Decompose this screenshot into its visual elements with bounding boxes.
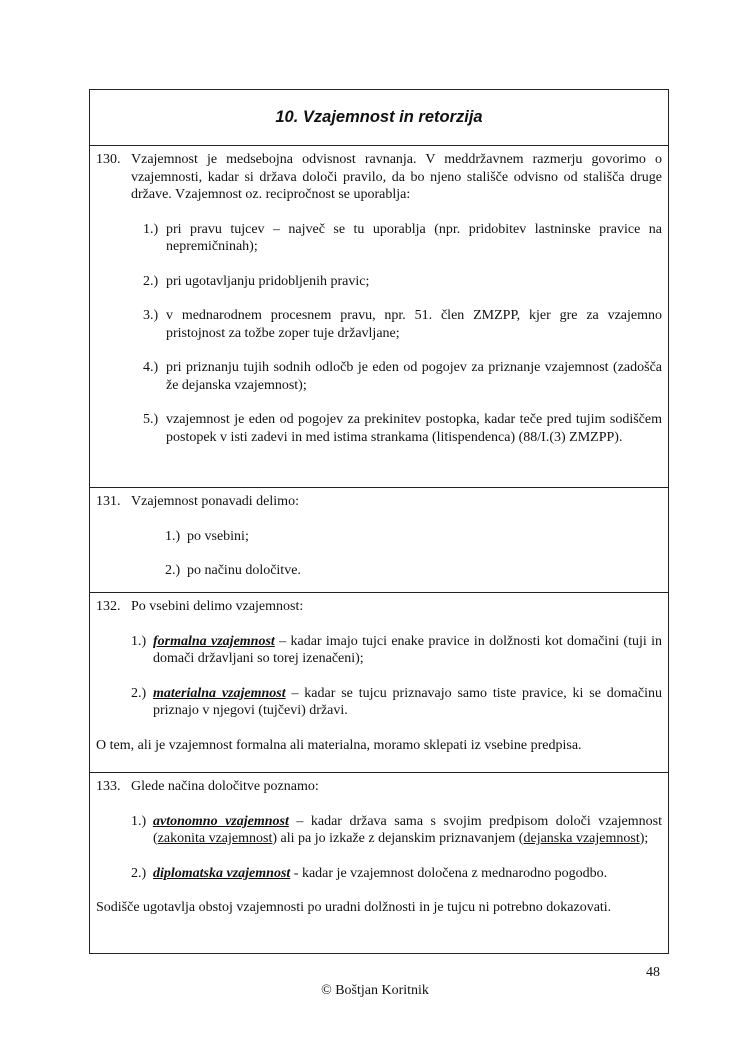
paragraph-text: Po vsebini delimo vzajemnost:: [131, 599, 304, 614]
page-number: 48: [646, 965, 660, 980]
section-133: [90, 773, 668, 953]
list-text: [153, 685, 662, 720]
paragraph-text: Glede načina določitve poznamo:: [131, 779, 319, 794]
paragraph-133: [96, 778, 662, 796]
list-item: [96, 221, 662, 256]
term-definition-cont: ) ali pa jo izkaže z dejanskim priznavanjem (: [272, 831, 524, 846]
term-definition: – kadar imajo tujci enake pravice in dolžnosti kot domačini (tuji in domači državljani so torej izenačeni);: [153, 633, 662, 666]
page-title: 10. Vzajemnost in retorzija: [275, 108, 483, 126]
list-item: [96, 528, 662, 546]
term-materialna-vzajemnost: materialna vzajemnost: [153, 685, 286, 701]
list-number: 2.): [143, 273, 159, 289]
list-item: [96, 633, 662, 668]
list-text: [153, 633, 662, 668]
list-text: pri ugotavljanju pridobljenih pravic;: [166, 273, 370, 289]
list-text: po vsebini;: [187, 528, 249, 544]
list-item: [96, 273, 662, 291]
list-item: [96, 685, 662, 720]
term-formalna-vzajemnost: formalna vzajemnost: [153, 633, 275, 649]
paragraph-number: 131.: [96, 494, 121, 509]
term-definition: – kadar država sama s svojim predpisom določi vzajemnost (: [153, 813, 662, 846]
section-note: Sodišče ugotavlja obstoj vzajemnosti po uradni dolžnosti in je tujcu ni potrebno dokazovati.: [96, 900, 612, 915]
list-item: [96, 307, 662, 342]
list-number: 1.): [143, 221, 159, 237]
paragraph-number: 133.: [96, 779, 121, 794]
term-avtonomno-vzajemnost: avtonomno vzajemnost: [153, 813, 289, 829]
list-item: [96, 865, 662, 883]
paragraph-130: [96, 151, 662, 204]
list-number: 3.): [143, 308, 159, 323]
document-table: [89, 89, 669, 954]
list-text: vzajemnost je eden od pogojev za prekinitev postopka, kadar teče pred tujim sodiščem postopek v isti zadevi in med istima strankama (litispendenca) (88/I.(3) ZMZPP).: [166, 412, 662, 445]
paragraph-text: Vzajemnost je medsebojna odvisnost ravnanja. V meddržavnem razmerju govorimo o vzajemnosti, kadar si država določi pravilo, da bo njeno stališče odvisno od stališča druge države. Vzajemnost oz. recipročnost se uporablja:: [131, 152, 662, 202]
list-number: 2.): [131, 865, 147, 881]
list-item: [96, 411, 662, 446]
section-131: [90, 488, 668, 593]
term-zakonita-vzajemnost: zakonita vzajemnost: [157, 831, 273, 846]
section-132: [90, 593, 668, 773]
paragraph-number: 130.: [96, 152, 121, 167]
term-dejanska-vzajemnost: dejanska vzajemnost: [523, 831, 640, 846]
list-number: 1.): [131, 813, 147, 829]
list-number: 2.): [165, 563, 181, 578]
list-number: 2.): [131, 685, 147, 701]
title-row: [90, 90, 668, 146]
list-text: pri priznanju tujih sodnih odločb je eden od pogojev za priznanje vzajemnost (zadošča že dejanska vzajemnost);: [166, 360, 662, 393]
paragraph-text: Vzajemnost ponavadi delimo:: [131, 494, 299, 509]
paragraph-131: [96, 493, 662, 511]
paragraph-132: [96, 598, 662, 616]
term-definition: - kadar je vzajemnost določena z mednarodno pogodbo.: [290, 865, 608, 881]
list-item: [96, 813, 662, 848]
list-item: [96, 562, 662, 580]
list-text: [153, 813, 662, 848]
list-number: 1.): [131, 633, 147, 649]
term-diplomatska-vzajemnost: diplomatska vzajemnost: [153, 865, 291, 881]
list-text: v mednarodnem procesnem pravu, npr. 51. člen ZMZPP, kjer gre za vzajemno pristojnost za tožbe zoper tuje državljane;: [166, 308, 662, 341]
list-number: 1.): [165, 528, 181, 544]
term-definition: – kadar se tujcu priznavajo samo tiste pravice, ki se domačinu priznajo v njegovi (tujčevi) državi.: [153, 685, 662, 718]
list-item: [96, 359, 662, 394]
list-text: pri pravu tujcev – največ se tu uporablja (npr. pridobitev lastninske pravice na nepremičninah);: [166, 221, 662, 254]
list-number: 4.): [143, 360, 159, 375]
list-text: po načinu določitve.: [187, 563, 301, 578]
list-number: 5.): [143, 412, 159, 427]
paragraph-number: 132.: [96, 599, 121, 614]
section-note: O tem, ali je vzajemnost formalna ali materialna, moramo sklepati iz vsebine predpisa.: [96, 737, 582, 753]
footer-copyright: © Boštjan Koritnik: [321, 983, 429, 998]
list-text: [153, 865, 662, 883]
term-definition-end: );: [639, 831, 649, 846]
section-130: [90, 146, 668, 488]
